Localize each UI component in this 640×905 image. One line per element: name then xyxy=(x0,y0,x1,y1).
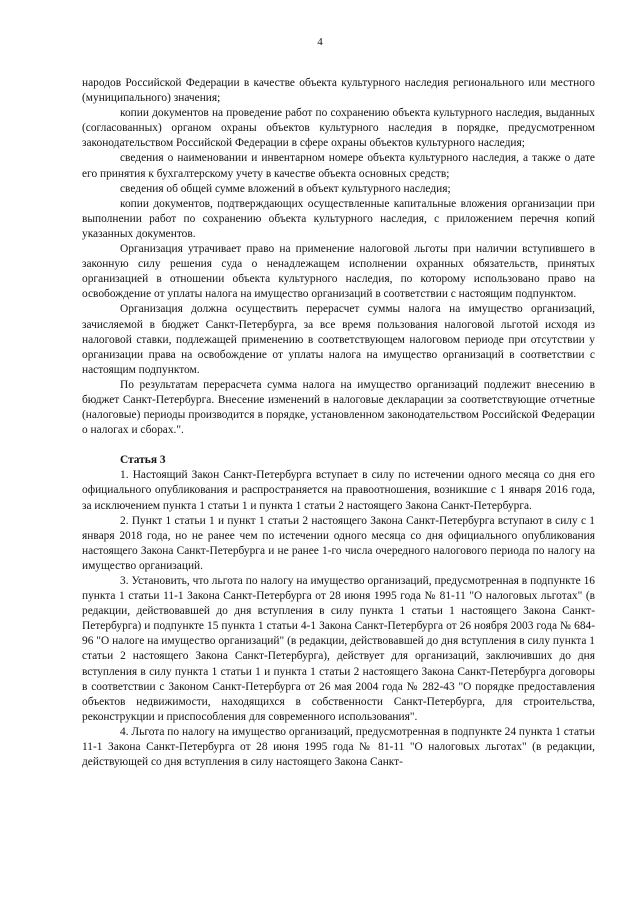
page-number: 4 xyxy=(317,36,323,48)
article-paragraph: 2. Пункт 1 статьи 1 и пункт 1 статьи 2 настоящего Закона Санкт-Петербурга вступают в силу с 1 января 2018 года, но не ранее чем по истечении одного месяца со дня официального опубликования настоящего Закона Санкт-Петербурга и не ранее 1-го числа очередного налогового периода по налогу на имущество организаций. xyxy=(82,514,595,572)
paragraph: Организация утрачивает право на применение налоговой льготы при наличии вступившего в законную силу решения суда о ненадлежащем исполнении охранных обязательств, принятых организацией в отношении объекта культурного наследия, по которому использовано право на освобождение от уплаты налога на имущество организаций в соответствии с настоящим подпунктом. xyxy=(82,243,595,301)
paragraph-continuation: народов Российской Федерации в качестве объекта культурного наследия регионального или местного (муниципального) значения; xyxy=(82,77,595,105)
paragraph: По результатам перерасчета сумма налога на имущество организаций подлежит внесению в бюджет Санкт-Петербурга. Внесение изменений в налоговые декларации за соответствующие отчетные (налоговые) периоды производится в порядке, установленном законодательством Российской Федерации о налогах и сборах.". xyxy=(82,378,595,437)
document-body xyxy=(82,76,595,770)
paragraph: сведения о наименовании и инвентарном номере объекта культурного наследия, а также о дате его принятия к бухгалтерскому учету в качестве объекта основных средств; xyxy=(82,152,595,180)
paragraph: копии документов на проведение работ по сохранению объекта культурного наследия, выданных (согласованных) органом охраны объектов культурного наследия в порядке, предусмотренном законодательством Российской Федерации в сфере охраны объектов культурного наследия; xyxy=(82,107,595,150)
article-heading: Статья 3 xyxy=(120,454,166,467)
article-paragraph: 3. Установить, что льгота по налогу на имущество организаций, предусмотренная в подпункте 16 пункта 1 статьи 11-1 Закона Санкт-Петербурга от 28 июня 1995 года № 81-11 "О налоговых льготах" (в редакции, действовавшей до дня вступления в силу пункта 1 статьи 1 настоящего Закона Санкт-Петербурга) и подпункте 15 пункта 1 статьи 4-1 Закона Санкт-Петербурга от 26 ноября 2003 года № 684-96 "О налоге на имущество организаций" (в редакции, действовавшей до дня вступления в силу пункта 1 статьи 2 настоящего Закона Санкт-Петербурга), действует для организаций, заключивших до дня вступления в силу пункта 1 статьи 1 и пункта 1 статьи 2 настоящего Закона Санкт-Петербурга договоры в соответствии с Законом Санкт-Петербурга от 26 мая 2004 года № 282-43 "О порядке предоставления объектов недвижимости, находящихся в собственности Санкт-Петербурга, для строительства, реконструкции и приспособления для современного использования". xyxy=(82,575,595,723)
paragraph: Организация должна осуществить перерасчет суммы налога на имущество организаций, зачисляемой в бюджет Санкт-Петербурга, за все время пользования налоговой льготой исходя из налоговой ставки, подлежащей применению в соответствующем налоговом периоде при отсутствии у организации права на освобождение от уплаты налога на имущество организаций в соответствии с настоящим подпунктом. xyxy=(82,303,595,376)
article-paragraph: 1. Настоящий Закон Санкт-Петербурга вступает в силу по истечении одного месяца со дня его официального опубликования и распространяется на правоотношения, возникшие с 1 января 2016 года, за исключением пункта 1 статьи 1 и пункта 1 статьи 2 настоящего Закона Санкт-Петербурга. xyxy=(82,469,595,512)
article-paragraph: 4. Льгота по налогу на имущество организаций, предусмотренная в подпункте 24 пункта 1 статьи 11-1 Закона Санкт-Петербурга от 28 июня 1995 года № 81-11 "О налоговых льготах" (в редакции, действующей со дня вступления в силу настоящего Закона Санкт- xyxy=(82,725,595,769)
paragraph: копии документов, подтверждающих осуществленные капитальные вложения организации при выполнении работ по сохранению объекта культурного наследия, с приложением перечня копий указанных документов. xyxy=(82,197,595,240)
paragraph: сведения об общей сумме вложений в объект культурного наследия; xyxy=(120,182,451,195)
